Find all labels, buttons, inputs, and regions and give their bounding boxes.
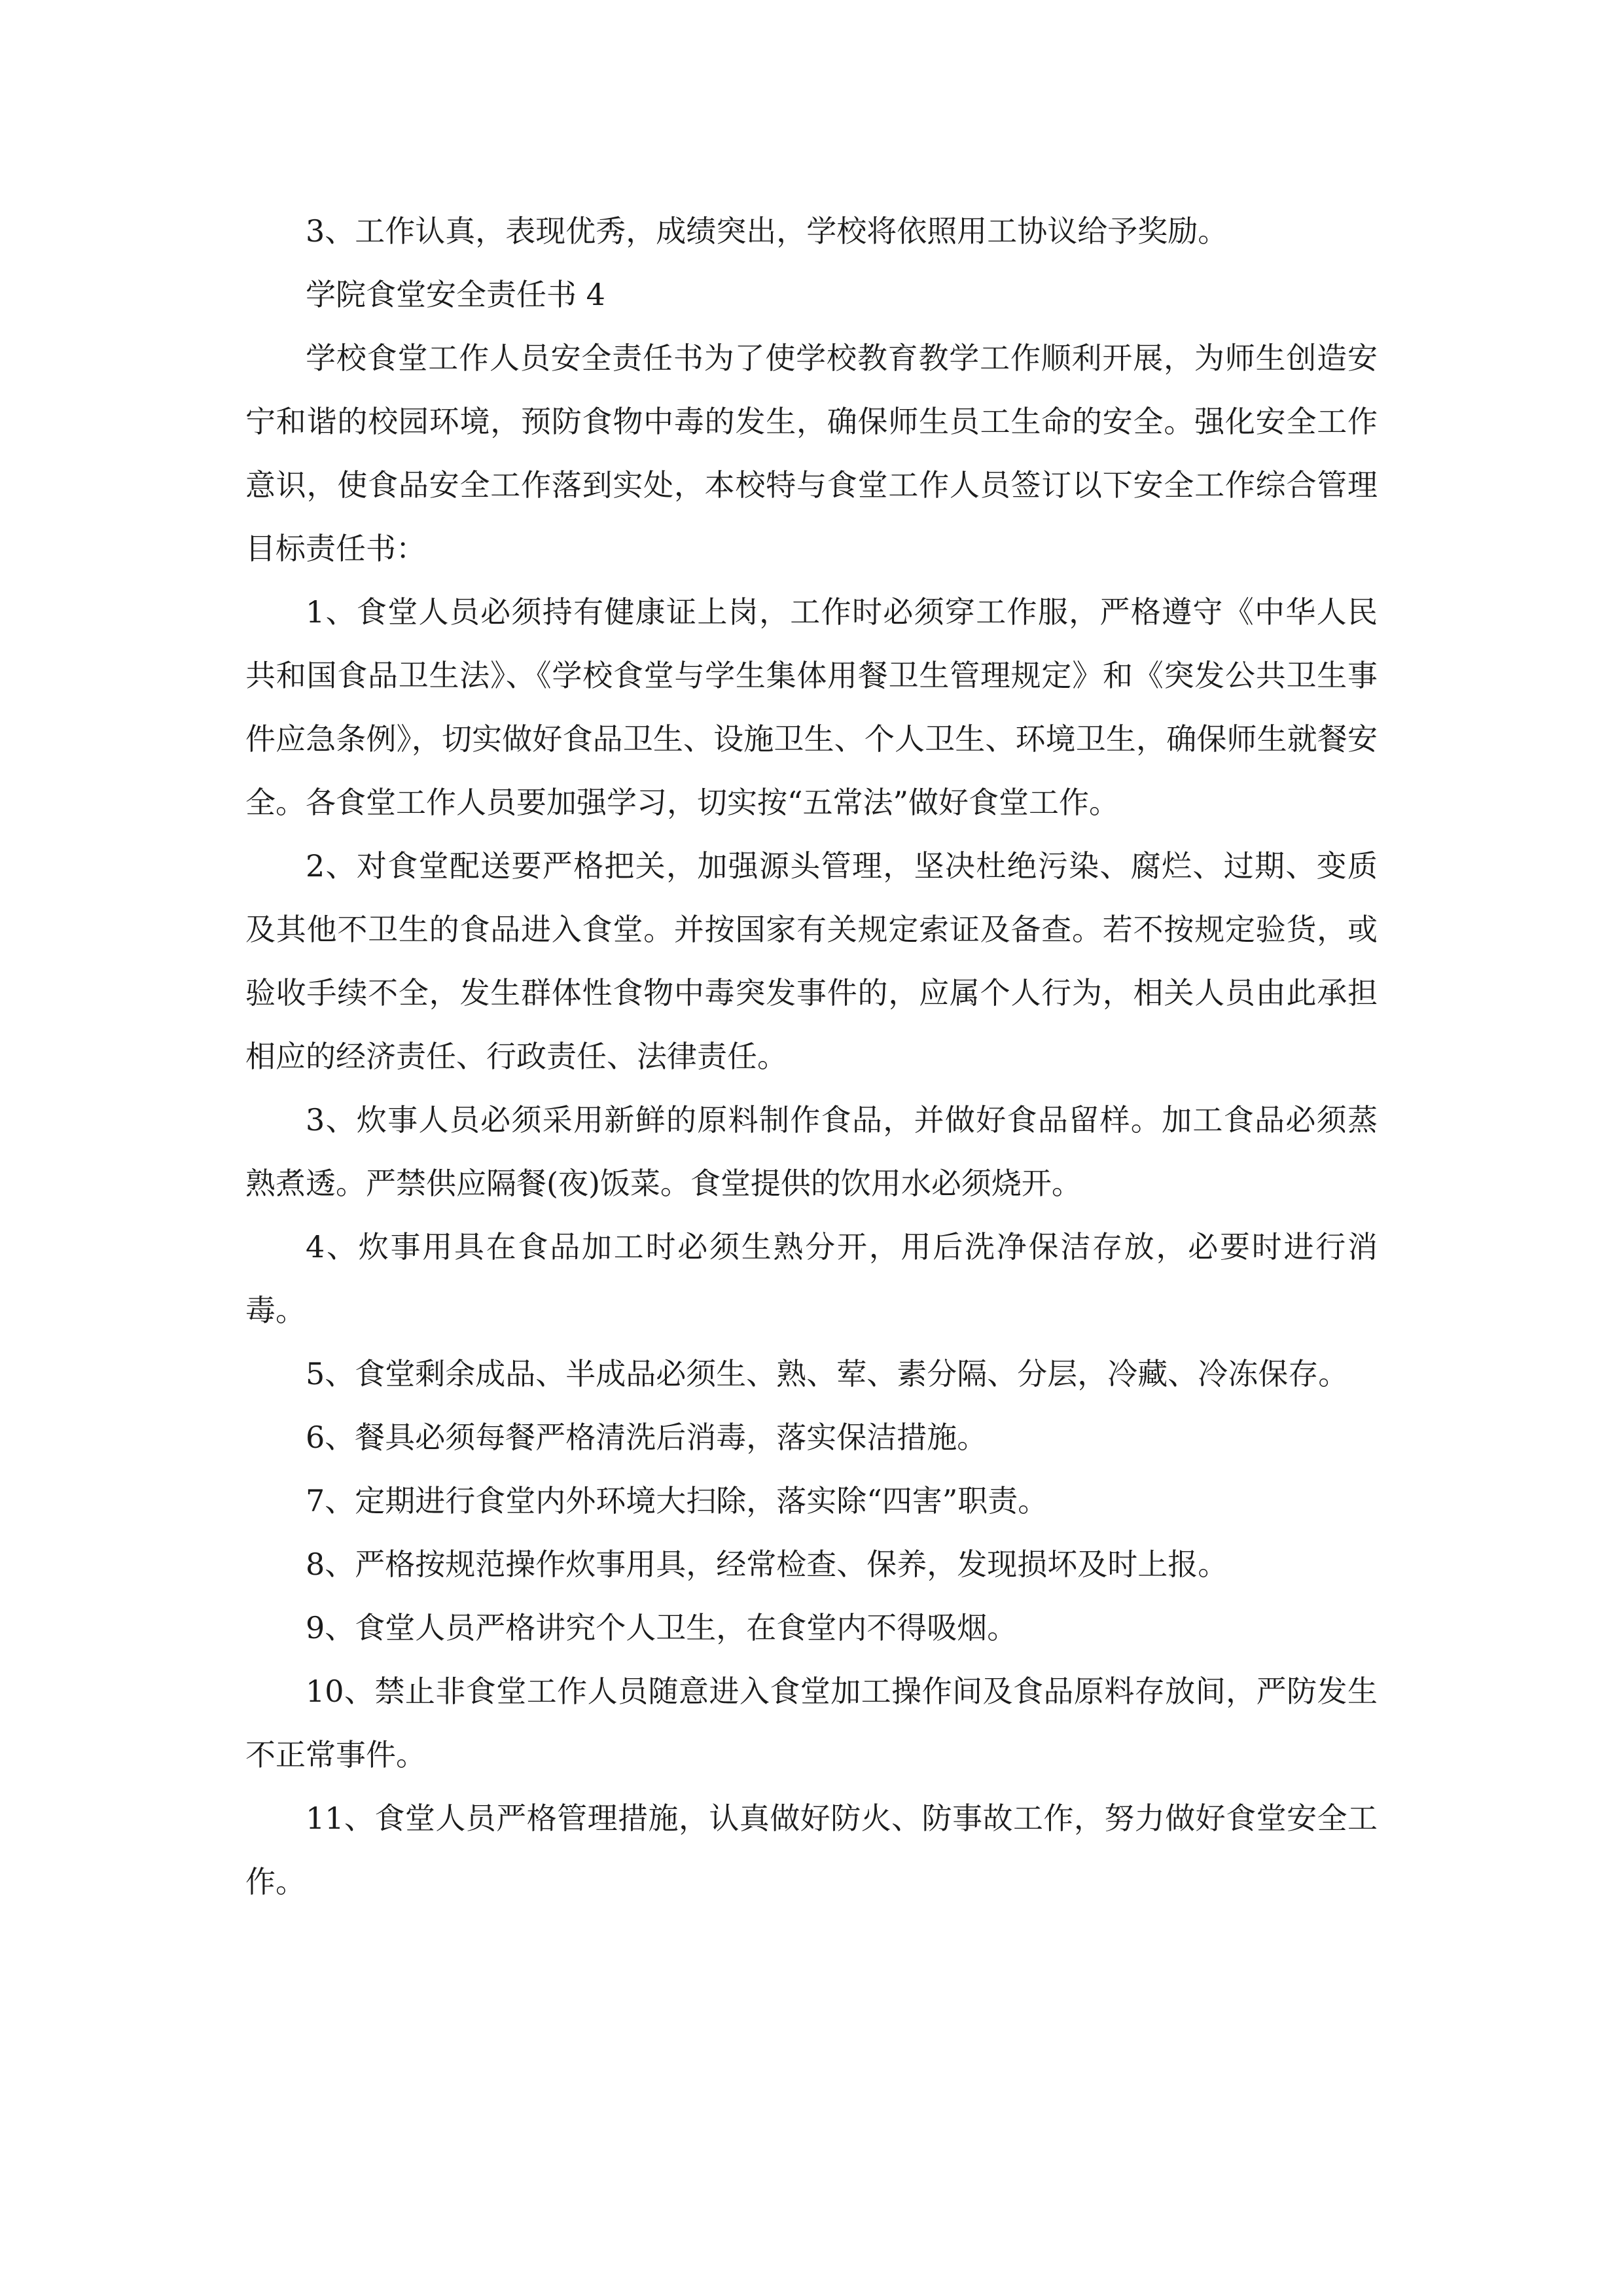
paragraph-item-8: 8、严格按规范操作炊事用具，经常检查、保养，发现损坏及时上报。 [306, 1547, 1228, 1582]
paragraph-item-10: 10、禁止非食堂工作人员随意进入食堂加工操作间及食品原料存放间，严防发生不正常事件。 [245, 1674, 1378, 1772]
paragraph-item-7: 7、定期进行食堂内外环境大扫除，落实除“四害”职责。 [306, 1483, 1048, 1518]
paragraph-item-9: 9、食堂人员严格讲究个人卫生，在食堂内不得吸烟。 [306, 1610, 1018, 1645]
paragraph-introduction: 学校食堂工作人员安全责任书为了使学校教育教学工作顺利开展，为师生创造安宁和谐的校园环境，预防食物中毒的发生，确保师生员工生命的安全。强化安全工作意识，使食品安全工作落到实处，本校特与食堂工作人员签订以下安全工作综合管理目标责任书： [245, 340, 1378, 566]
paragraph-item-11: 11、食堂人员严格管理措施，认真做好防火、防事故工作，努力做好食堂安全工作。 [245, 1801, 1378, 1899]
paragraph-item-1: 1、食堂人员必须持有健康证上岗，工作时必须穿工作服，严格遵守《中华人民共和国食品卫生法》、《学校食堂与学生集体用餐卫生管理规定》和《突发公共卫生事件应急条例》，切实做好食品卫生、设施卫生、个人卫生、环境卫生，确保师生就餐安全。各食堂工作人员要加强学习，切实按“五常法”做好食堂工作。 [245, 594, 1378, 820]
paragraph-reward-clause: 3、工作认真，表现优秀，成绩突出，学校将依照用工协议给予奖励。 [306, 213, 1228, 249]
section-title: 学院食堂安全责任书 4 [306, 277, 605, 312]
paragraph-item-3: 3、炊事人员必须采用新鲜的原料制作食品，并做好食品留样。加工食品必须蒸熟煮透。严禁供应隔餐(夜)饭菜。食堂提供的饮用水必须烧开。 [245, 1102, 1378, 1201]
paragraph-item-4: 4、炊事用具在食品加工时必须生熟分开，用后洗净保洁存放，必要时进行消毒。 [245, 1229, 1378, 1328]
document-body [245, 200, 1378, 1914]
paragraph-item-5: 5、食堂剩余成品、半成品必须生、熟、荤、素分隔、分层，冷藏、冷冻保存。 [306, 1356, 1349, 1391]
paragraph-item-6: 6、餐具必须每餐严格清洗后消毒，落实保洁措施。 [306, 1420, 988, 1455]
paragraph-item-2: 2、对食堂配送要严格把关，加强源头管理，坚决杜绝污染、腐烂、过期、变质及其他不卫生的食品进入食堂。并按国家有关规定索证及备查。若不按规定验货，或验收手续不全，发生群体性食物中毒突发事件的，应属个人行为，相关人员由此承担相应的经济责任、行政责任、法律责任。 [245, 848, 1378, 1074]
